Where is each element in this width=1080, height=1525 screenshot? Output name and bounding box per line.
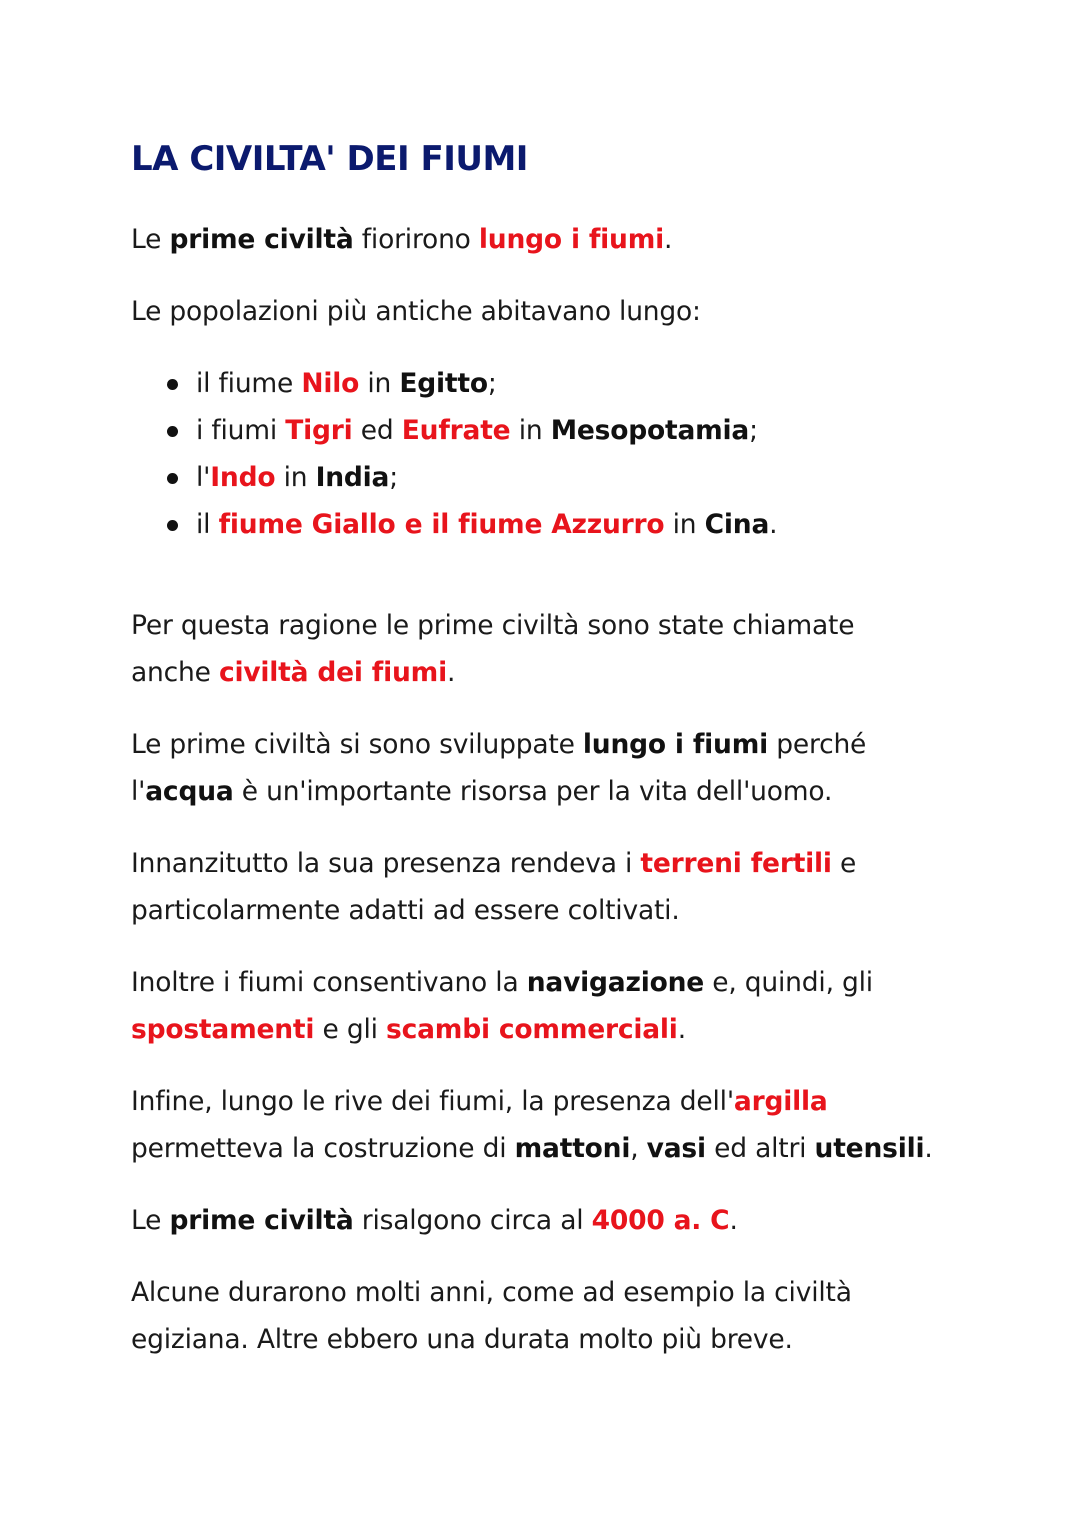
bold-text: acqua [145,776,234,807]
highlight-text: spostamenti [131,1014,315,1045]
duration-paragraph [131,1269,852,1363]
bold-text: Mesopotamia [550,415,750,446]
bold-text: prime civiltà [169,1205,354,1236]
page-title: LA CIVILTA' DEI FIUMI [131,139,528,179]
bold-text: utensili [814,1133,925,1164]
text: anche [131,657,219,688]
text: . [729,1205,738,1236]
text: e, quindi, gli [704,967,873,998]
bold-text: lungo i fiumi [582,729,769,760]
list-item [131,454,777,501]
text: ; [749,415,758,446]
highlight-text: argilla [733,1086,828,1117]
text: risalgono circa al [353,1205,592,1236]
clay-paragraph [131,1078,933,1172]
highlight-text: Nilo [301,368,360,399]
text: l' [131,776,146,807]
bold-text: prime civiltà [169,224,354,255]
highlight-text: civiltà dei fiumi [218,657,447,688]
intro-paragraph [131,216,672,263]
text: e gli [314,1014,387,1045]
text: Le [131,1205,170,1236]
text: in [510,415,551,446]
water-paragraph [131,721,866,815]
text: ed altri [705,1133,815,1164]
text: fiorirono [353,224,479,255]
list-item [131,407,777,454]
text: ; [487,368,497,399]
bold-text: vasi [646,1133,706,1164]
list-item [131,501,777,548]
list-item [131,360,777,407]
text: Le prime civiltà si sono sviluppate [131,729,583,760]
text: , [630,1133,647,1164]
rivers-list [131,360,777,548]
text: . [924,1133,933,1164]
highlight-text: lungo i fiumi [478,224,665,255]
text: Innanzitutto la sua presenza rendeva i [131,848,641,879]
text: il fiume [196,368,302,399]
navigation-paragraph [131,959,873,1053]
text: Per questa ragione le prime civiltà sono state chiamate [131,610,855,641]
text: particolarmente adatti ad essere coltivati. [131,895,680,926]
text: . [769,509,778,540]
fertile-paragraph [131,840,856,934]
text: in [664,509,705,540]
highlight-text: terreni fertili [640,848,832,879]
text: Le [131,224,170,255]
text: in [359,368,400,399]
bold-text: mattoni [514,1133,631,1164]
text: permetteva la costruzione di [131,1133,515,1164]
bold-text: India [315,462,390,493]
text: e [831,848,857,879]
bold-text: Cina [704,509,770,540]
text: . [446,657,456,688]
text: Infine, lungo le rive dei fiumi, la presenza dell' [131,1086,734,1117]
text: il [196,509,219,540]
text: è un'importante risorsa per la vita dell'uomo. [233,776,833,807]
bold-text: navigazione [526,967,705,998]
text: perché [768,729,867,760]
text: in [275,462,316,493]
text: egiziana. Altre ebbero una durata molto più breve. [131,1324,793,1355]
highlight-text: Indo [210,462,276,493]
text: ed [352,415,402,446]
bold-text: Egitto [399,368,488,399]
highlight-text: Eufrate [401,415,511,446]
text: Inoltre i fiumi consentivano la [131,967,527,998]
text: ; [389,462,398,493]
highlight-text: Tigri [285,415,353,446]
date-paragraph [131,1197,738,1244]
populations-paragraph: Le popolazioni più antiche abitavano lungo: [131,296,701,327]
highlight-text: fiume Giallo e il fiume Azzurro [218,509,665,540]
text: Alcune durarono molti anni, come ad esempio la civiltà [131,1277,852,1308]
text: i fiumi [196,415,286,446]
highlight-text: scambi commerciali [386,1014,678,1045]
text: . [664,224,673,255]
text: . [677,1014,686,1045]
text: l' [196,462,211,493]
reason-paragraph [131,602,854,696]
highlight-text: 4000 a. C [591,1205,730,1236]
